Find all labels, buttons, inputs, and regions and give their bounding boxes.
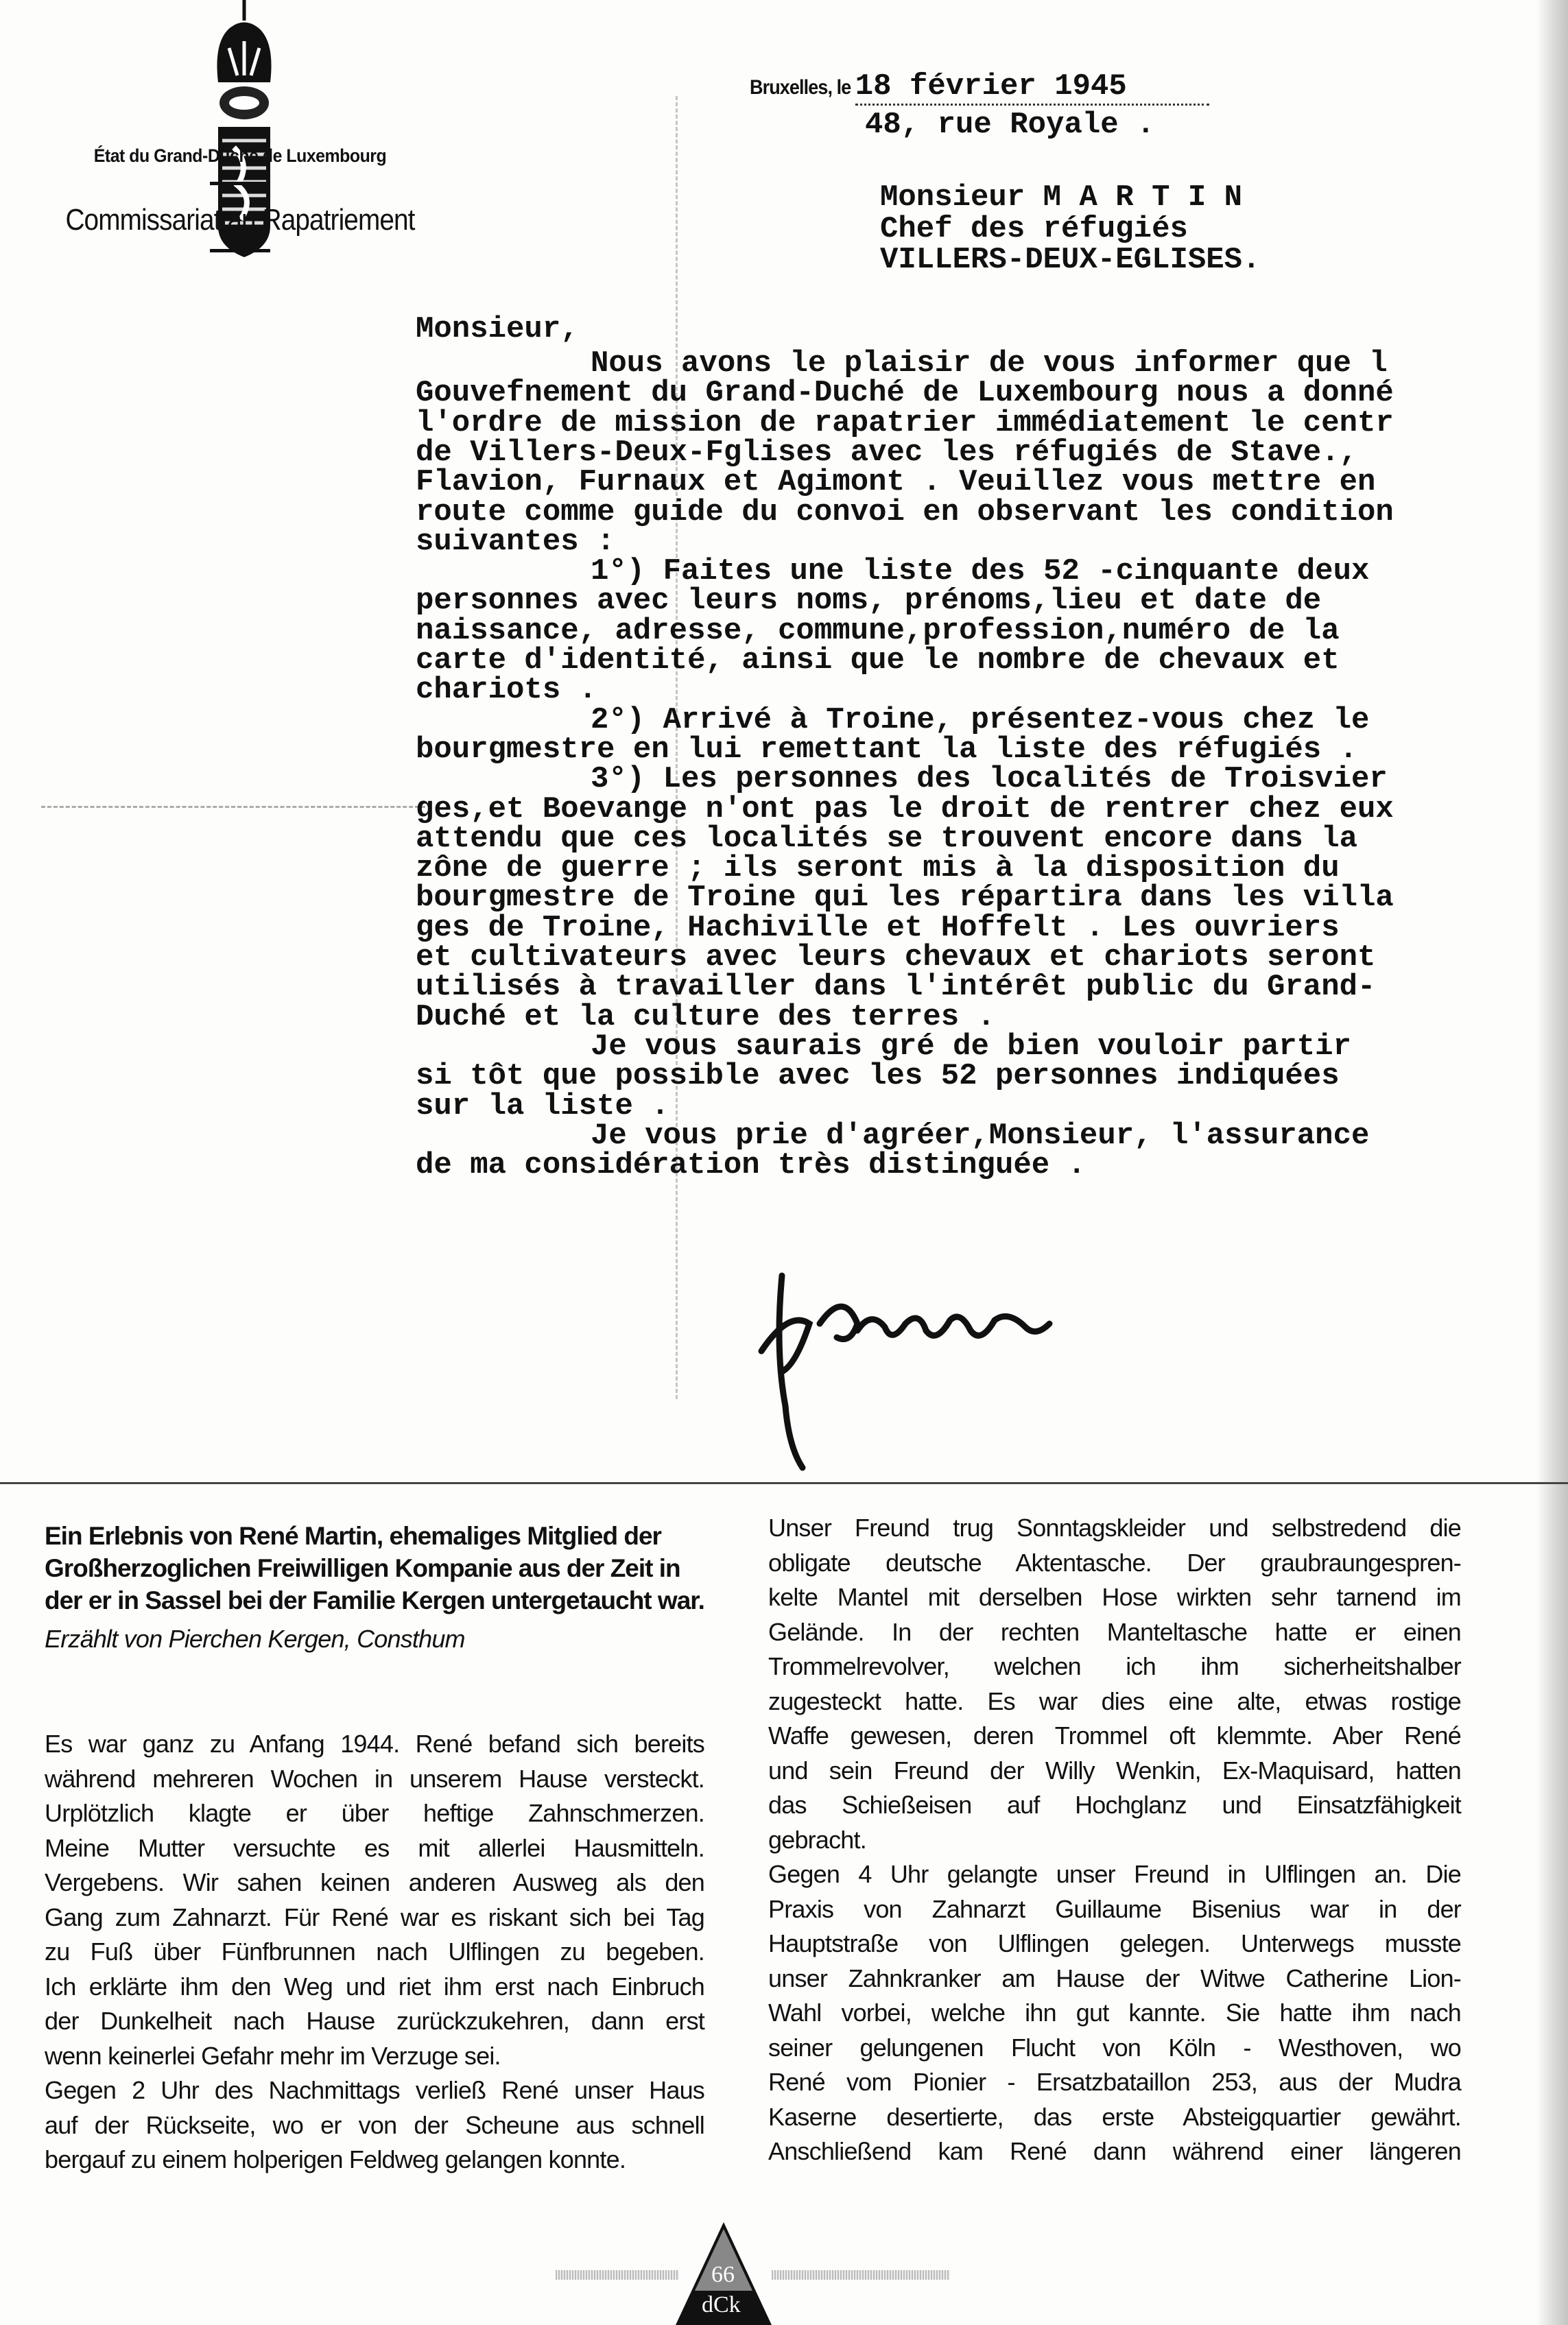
- paragraph-line: Waffe gewesen, deren Trommel oft klemmte. Aber René: [768, 1721, 1461, 1750]
- paragraph-line: Wahl vorbei, welche ihn gut kannte. Sie hatte ihm nach: [768, 1999, 1461, 2027]
- letter-line: personnes avec leurs noms, prénoms,lieu et date de: [416, 584, 1322, 619]
- paragraph-line: Praxis von Zahnarzt Guillaume Bisenius war in der: [768, 1894, 1461, 1923]
- letter-line: suivantes :: [416, 524, 615, 559]
- byline-text: Erzählt von Pierchen Kergen, Consthum: [45, 1625, 465, 1653]
- paragraph-line: bergauf zu einem holperigen Feldweg gelangen konnte.: [45, 2145, 626, 2173]
- paragraph-line: Ich erklärte ihm den Weg und riet ihm erst nach Einbruch: [45, 1972, 704, 2001]
- paragraph-line: Gegen 4 Uhr gelangte unser Freund in Ulflingen an. Die: [768, 1860, 1461, 1888]
- letter-line: de ma considération très distinguée .: [416, 1148, 1086, 1183]
- divider-rule: [210, 182, 270, 185]
- letter-line: Je vous prie d'agréer,Monsieur, l'assurance: [591, 1118, 1370, 1153]
- letter-line: Duché et la culture des terres .: [416, 999, 995, 1034]
- letter-line: naissance, adresse, commune,profession,numéro de la: [416, 613, 1340, 648]
- letter-line: Je vous saurais gré de bien vouloir partir: [591, 1029, 1351, 1064]
- letter-line: Flavion, Furnaux et Agimont . Veuillez vous mettre en: [416, 465, 1376, 500]
- paragraph-line: und sein Freund der Willy Wenkin, Ex-Maquisard, hatten: [768, 1756, 1461, 1785]
- letter-line: ges de Troine, Hachiville et Hoffelt . Les ouvriers: [416, 910, 1340, 945]
- paragraph-line: Gegen 2 Uhr des Nachmittags verließ René unser Haus: [45, 2076, 704, 2104]
- fold-mark-horizontal: [41, 806, 425, 808]
- letter-line: bourgmestre en lui remettant la liste des réfugiés .: [416, 732, 1358, 767]
- heading-line: der er in Sassel bei der Familie Kergen untergetaucht war.: [45, 1586, 704, 1614]
- paragraph-line: gebracht.: [768, 1825, 866, 1854]
- paragraph-line: auf der Rückseite, wo er von der Scheune aus schnell: [45, 2110, 704, 2139]
- recipient-title: Chef des réfugiés: [880, 212, 1188, 246]
- article-byline: [45, 1622, 465, 1657]
- page-number: 66: [711, 2262, 735, 2287]
- letter-line: chariots .: [416, 673, 597, 708]
- paragraph-line: Es war ganz zu Anfang 1944. René befand sich bereits: [45, 1730, 704, 1758]
- page-number-badge: [676, 2222, 772, 2325]
- paragraph-line: Hauptstraße von Ulflingen gelegen. Unterwegs musste: [768, 1929, 1461, 1957]
- letterhead-state: État du Grand-Duché de Luxembourg: [93, 145, 387, 166]
- article-heading: [45, 1520, 704, 1617]
- place-label: Bruxelles, le: [750, 76, 851, 99]
- letter-line: 2°) Arrivé à Troine, présentez-vous chez le: [591, 702, 1370, 737]
- letterhead-office: Commissariat au Rapatriement: [65, 203, 415, 237]
- section-divider: [0, 1482, 1568, 1484]
- paragraph-line: seiner gelungenen Flucht von Köln - Westhoven, wo: [768, 2033, 1461, 2062]
- paragraph-line: Trommelrevolver, welchen ich ihm sicherheitshalber: [768, 1652, 1461, 1680]
- article-right-column: [768, 1511, 1461, 2169]
- letter-salutation: Monsieur,: [416, 312, 579, 346]
- paragraph-line: unser Zahnkranker am Hause der Witwe Catherine Lion-: [768, 1964, 1461, 1992]
- sender-address: 48, rue Royale .: [865, 108, 1155, 142]
- letter-line: 1°) Faites une liste des 52 -cinquante deux: [591, 554, 1370, 589]
- paragraph-line: Kaserne desertierte, das erste Absteigquartier gewährt.: [768, 2102, 1461, 2131]
- recipient-place: VILLERS-DEUX-EGLISES.: [880, 243, 1261, 277]
- letter-date: 18 février 1945: [855, 69, 1209, 106]
- letter-line: attendu que ces localités se trouvent encore dans la: [416, 821, 1358, 856]
- letter-line: 3°) Les personnes des localités de Troisvier: [591, 762, 1388, 797]
- paragraph-line: Meine Mutter versuchte es mit allerlei Hausmitteln.: [45, 1833, 704, 1862]
- paragraph-line: wenn keinerlei Gefahr mehr im Verzuge sei.: [45, 2041, 501, 2070]
- letter-line: bourgmestre de Troine qui les répartira dans les villa: [416, 881, 1394, 916]
- article-left-column: [45, 1727, 704, 2178]
- letter-date-line: [750, 71, 1209, 102]
- letter-line: et cultivateurs avec leurs chevaux et chariots seront: [416, 940, 1376, 975]
- paragraph-line: Gelände. In der rechten Manteltasche hatte er einen: [768, 1617, 1461, 1646]
- paragraph-line: kelte Mantel mit derselben Hose wirkten sehr tarnend im: [768, 1583, 1461, 1611]
- footer-rule: [556, 2270, 679, 2280]
- paragraph-line: Anschließend kam René dann während einer längeren: [768, 2137, 1461, 2165]
- letter-line: de Villers-Deux-Fglises avec les réfugiés de Stave.,: [416, 435, 1358, 470]
- letter-line: l'ordre de mission de rapatrier immédiatement le centr: [416, 405, 1394, 440]
- letter-line: route comme guide du convoi en observant les condition: [416, 494, 1394, 529]
- paragraph-line: Unser Freund trug Sonntagskleider und selbstredend die: [768, 1514, 1461, 1542]
- paragraph-line: René vom Pionier - Ersatzbataillon 253, aus der Mudra: [768, 2068, 1461, 2096]
- paragraph-line: Gang zum Zahnarzt. Für René war es riskant sich bei Tag: [45, 1903, 704, 1931]
- letter-line: sur la liste .: [416, 1088, 669, 1123]
- heading-line: Großherzoglichen Freiwilligen Kompanie aus der Zeit in: [45, 1554, 680, 1582]
- footer-rule: [772, 2270, 950, 2280]
- paragraph-line: der Dunkelheit nach Hause zurückzukehren, dann erst: [45, 2007, 704, 2035]
- paragraph-line: das Schießeisen auf Hochglanz und Einsatzfähigkeit: [768, 1791, 1461, 1819]
- handwritten-signature: [755, 1269, 1056, 1475]
- heading-line: Ein Erlebnis von René Martin, ehemaliges Mitglied der: [45, 1522, 661, 1550]
- letter-line: si tôt que possible avec les 52 personnes indiquées: [416, 1059, 1340, 1094]
- paragraph-line: Urplötzlich klagte er über heftige Zahnschmerzen.: [45, 1799, 704, 1827]
- letter-line: Gouvefnement du Grand-Duché de Luxembourg nous a donné: [416, 376, 1394, 411]
- paragraph-line: zu Fuß über Fünfbrunnen nach Ulflingen zu begeben.: [45, 1937, 704, 1966]
- divider-rule: [210, 249, 270, 252]
- letter-line: ges,et Boevange n'ont pas le droit de rentrer chez eux: [416, 791, 1394, 826]
- paragraph-line: zugesteckt hatte. Es war dies eine alte, etwas rostige: [768, 1686, 1461, 1715]
- recipient-name: Monsieur M A R T I N: [880, 180, 1243, 215]
- page-edge-shadow: [1536, 0, 1568, 2325]
- paragraph-line: Vergebens. Wir sahen keinen anderen Ausweg als den: [45, 1868, 704, 1896]
- letter-line: zône de guerre ; ils seront mis à la disposition du: [416, 851, 1340, 886]
- publisher-mark: dCk: [702, 2292, 741, 2317]
- letter-line: Nous avons le plaisir de vous informer que l: [591, 346, 1388, 381]
- paragraph-line: während mehreren Wochen in unserem Hause versteckt.: [45, 1764, 704, 1793]
- letter-line: utilisés à travailler dans l'intérêt public du Grand-: [416, 970, 1376, 1005]
- letter-line: carte d'identité, ainsi que le nombre de chevaux et: [416, 643, 1340, 678]
- paragraph-line: obligate deutsche Aktentasche. Der graubraungespren-: [768, 1548, 1461, 1577]
